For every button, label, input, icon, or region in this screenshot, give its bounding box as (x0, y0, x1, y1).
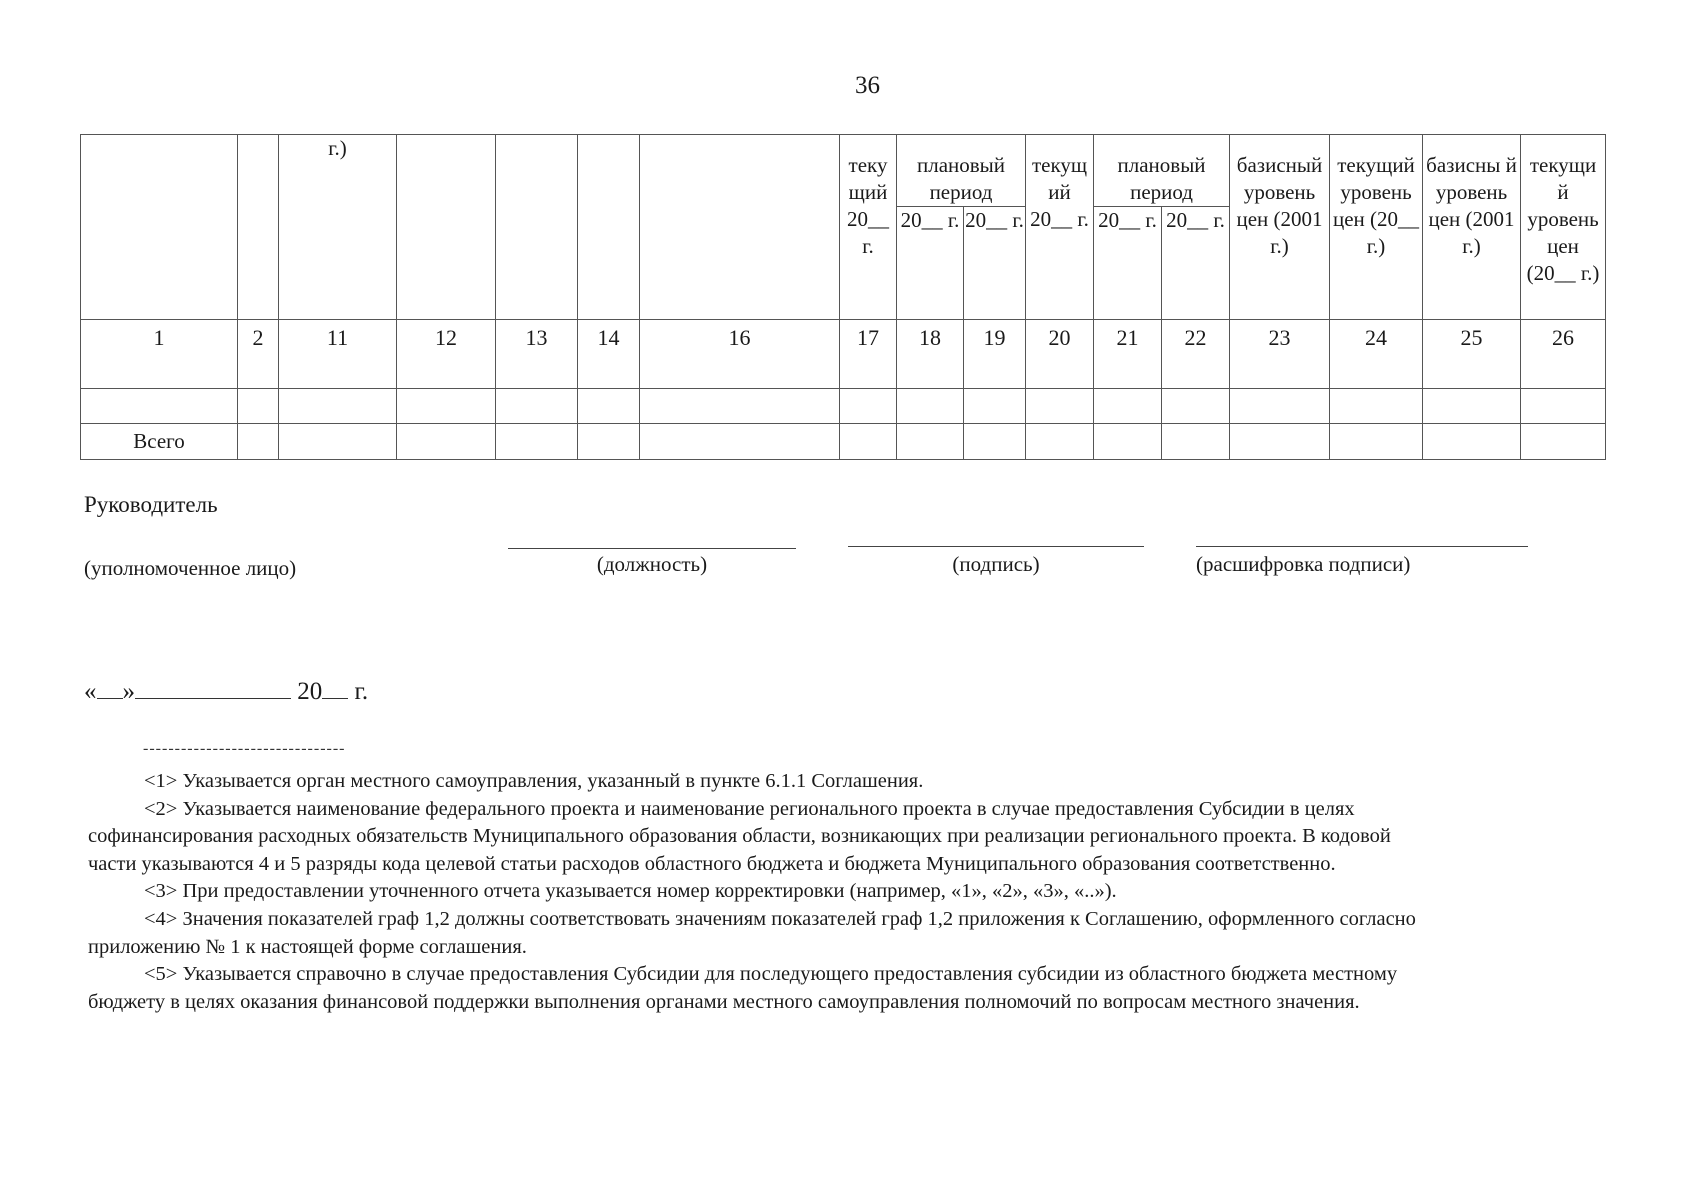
date-line (84, 676, 368, 706)
total-cell (1094, 424, 1162, 460)
total-cell (964, 424, 1026, 460)
column-number-22: 22 (1162, 320, 1230, 389)
signature-line (848, 546, 1144, 547)
position-caption: (должность) (596, 552, 708, 576)
empty-cell (1094, 389, 1162, 424)
empty-cell (897, 389, 964, 424)
footnote-5-cont: бюджету в целях оказания финансовой поддержки выполнения органами местного самоуправления полномочий по вопросам местного значения. (88, 990, 1360, 1013)
header-base-level-25: базисны й уровень цен (2001 г.) (1423, 135, 1521, 320)
year-prefix: 20 (297, 678, 323, 705)
column-number-row (81, 320, 1606, 389)
total-cell (279, 424, 397, 460)
header-cell-16 (640, 135, 840, 320)
footnote-2: <2> Указывается наименование федерального проекта и наименование регионального проекта в случае предоставления Субсидии в целях (144, 797, 1355, 820)
signature-caption: (подпись) (952, 552, 1040, 576)
column-number-14: 14 (578, 320, 640, 389)
empty-cell (496, 389, 578, 424)
total-cell (840, 424, 897, 460)
column-number-25: 25 (1423, 320, 1521, 389)
total-cell (578, 424, 640, 460)
year-blank (322, 676, 348, 699)
empty-cell (1026, 389, 1094, 424)
footnote-4-cont: приложению № 1 к настоящей форме соглашения. (88, 935, 527, 958)
empty-cell (964, 389, 1026, 424)
empty-cell (81, 389, 238, 424)
total-cell (1423, 424, 1521, 460)
decoding-caption: (расшифровка подписи) (1196, 552, 1411, 576)
column-number-19: 19 (964, 320, 1026, 389)
column-number-12: 12 (397, 320, 496, 389)
column-number-1: 1 (81, 320, 238, 389)
empty-cell (1230, 389, 1330, 424)
header-current-17-label: теку щий (848, 153, 888, 204)
column-number-20: 20 (1026, 320, 1094, 389)
header-current-level-24: текущий уровень цен (20__ г.) (1330, 135, 1423, 320)
empty-cell (1162, 389, 1230, 424)
total-cell (397, 424, 496, 460)
empty-cell (1423, 389, 1521, 424)
page-number: 36 (855, 72, 880, 99)
total-row (81, 424, 1606, 460)
header-cell-1 (81, 135, 238, 320)
decoding-line (1196, 546, 1528, 547)
footnote-separator: -------------------------------- (143, 740, 346, 757)
column-number-23: 23 (1230, 320, 1330, 389)
head-sub-label: (уполномоченное лицо) (84, 556, 297, 580)
month-blank (135, 676, 291, 699)
empty-cell (840, 389, 897, 424)
column-number-21: 21 (1094, 320, 1162, 389)
year-suffix: г. (348, 678, 369, 705)
total-cell (640, 424, 840, 460)
footnote-3: <3> При предоставлении уточненного отчета указывается номер корректировки (например, «1», «2», «3», «..»). (144, 880, 1117, 903)
position-line (508, 548, 796, 549)
total-cell (1162, 424, 1230, 460)
footnotes (88, 768, 1658, 1016)
header-planned-period-1: плановый период (897, 135, 1026, 207)
total-cell (496, 424, 578, 460)
total-cell (1230, 424, 1330, 460)
column-number-18: 18 (897, 320, 964, 389)
empty-cell (238, 389, 279, 424)
header-current-17 (840, 135, 897, 320)
report-table (80, 134, 1606, 460)
total-label: Всего (81, 424, 238, 460)
empty-cell (279, 389, 397, 424)
header-cell-14 (578, 135, 640, 320)
header-current-20-label: текущ ий (1031, 153, 1088, 204)
date-close-quote: » (122, 678, 135, 705)
head-label: Руководитель (84, 492, 218, 517)
header-cell-2 (238, 135, 279, 320)
footnote-5: <5> Указывается справочно в случае предоставления Субсидии для последующего предоставления субсидии из областного бюджета местному (144, 963, 1398, 986)
empty-cell (397, 389, 496, 424)
column-number-2: 2 (238, 320, 279, 389)
empty-cell (1521, 389, 1606, 424)
total-cell (238, 424, 279, 460)
column-number-16: 16 (640, 320, 840, 389)
empty-cell (640, 389, 840, 424)
header-year-21: 20__ г. (1094, 207, 1162, 320)
column-number-11: 11 (279, 320, 397, 389)
empty-cell (578, 389, 640, 424)
column-number-24: 24 (1330, 320, 1423, 389)
footnote-2-cont-1: софинансирования расходных обязательств Муниципального образования области, возникающих при реализации регионального проекта. В кодовой (88, 825, 1391, 848)
header-year-20: 20__ г. (1030, 207, 1089, 231)
total-cell (1026, 424, 1094, 460)
header-cell-13 (496, 135, 578, 320)
header-year-18: 20__ г. (897, 207, 964, 320)
header-current-level-26: текущи й уровень цен (20__ г.) (1521, 135, 1606, 320)
total-cell (1521, 424, 1606, 460)
day-blank (97, 676, 123, 699)
header-year-17: 20__ г. (847, 207, 889, 258)
header-year-19: 20__ г. (964, 207, 1026, 320)
total-cell (897, 424, 964, 460)
date-open-quote: « (84, 678, 97, 705)
column-number-26: 26 (1521, 320, 1606, 389)
header-cell-11: г.) (279, 135, 397, 320)
column-number-13: 13 (496, 320, 578, 389)
column-number-17: 17 (840, 320, 897, 389)
empty-cell (1330, 389, 1423, 424)
empty-row (81, 389, 1606, 424)
footnote-2-cont-2: части указываются 4 и 5 разряды кода целевой статьи расходов областного бюджета и бюджета Муниципального образования соответственно. (88, 852, 1336, 875)
footnote-4: <4> Значения показателей граф 1,2 должны соответствовать значениям показателей граф 1,2 приложения к Соглашению, оформленного согласно (144, 907, 1416, 930)
header-cell-12 (397, 135, 496, 320)
header-planned-period-2: плановый период (1094, 135, 1230, 207)
header-base-level-23: базисный уровень цен (2001 г.) (1230, 135, 1330, 320)
total-cell (1330, 424, 1423, 460)
header-current-20 (1026, 135, 1094, 320)
footnote-1: <1> Указывается орган местного самоуправления, указанный в пункте 6.1.1 Соглашения. (144, 770, 924, 792)
header-year-22: 20__ г. (1162, 207, 1230, 320)
